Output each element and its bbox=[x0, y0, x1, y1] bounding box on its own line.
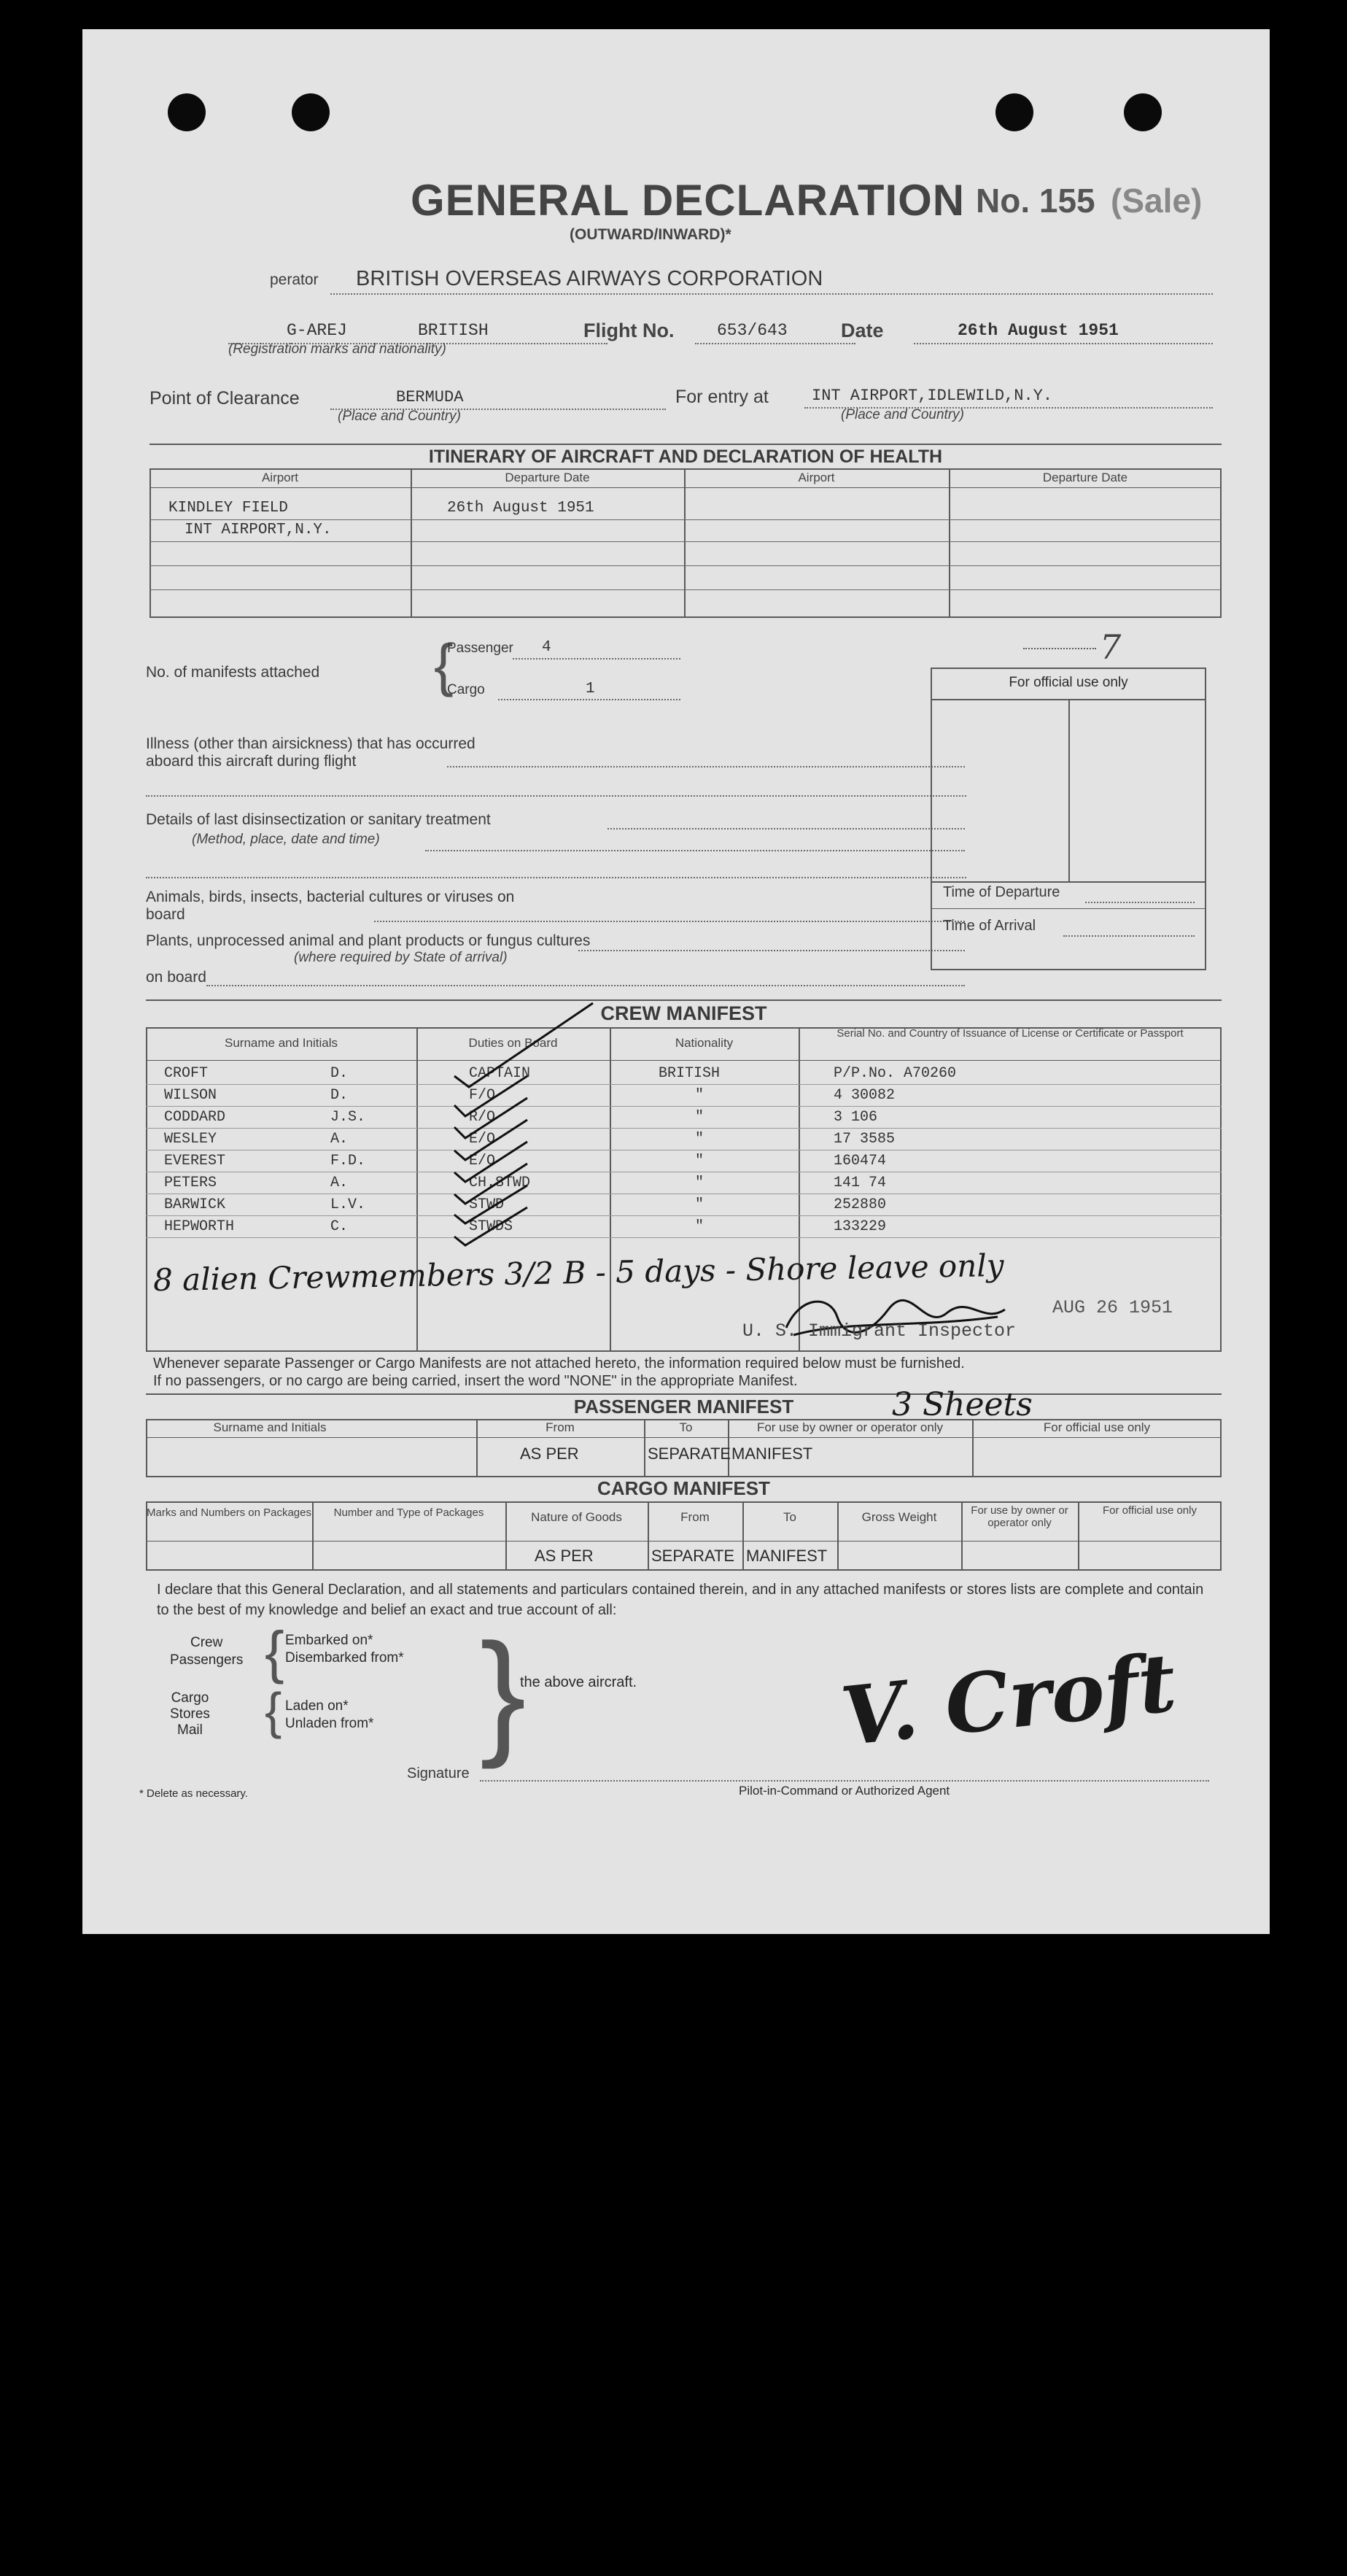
disinsect-label: Details of last disinsectization or sanitary treatment bbox=[146, 811, 491, 828]
itinerary-header: Airport bbox=[798, 471, 835, 484]
clearance-label: Point of Clearance bbox=[150, 388, 300, 409]
crew-nationality: " bbox=[695, 1218, 704, 1235]
crew-initials: C. bbox=[330, 1218, 349, 1235]
cargo-stores-mail-label: Cargo Stores Mail bbox=[170, 1690, 210, 1738]
crew-duty: E/O bbox=[469, 1153, 496, 1169]
cargo-manifest-title: CARGO MANIFEST bbox=[597, 1477, 770, 1499]
notice-line2: If no passengers, or no cargo are being carried, insert the word "NONE" in the appropriate Manifest. bbox=[153, 1373, 798, 1389]
passenger-row-cell: SEPARATE bbox=[648, 1444, 731, 1463]
flight-date: 26th August 1951 bbox=[958, 321, 1119, 340]
crew-nationality: " bbox=[695, 1196, 704, 1213]
crew-duty: STWDS bbox=[469, 1218, 513, 1235]
cargo-header: Number and Type of Packages bbox=[333, 1506, 484, 1519]
passenger-header: From bbox=[546, 1420, 575, 1434]
crew-duty: R/O bbox=[469, 1109, 496, 1126]
operator-label: perator bbox=[270, 271, 319, 288]
laden-on: Laden on* bbox=[285, 1698, 349, 1714]
crew-initials: D. bbox=[330, 1087, 349, 1104]
brace: { bbox=[265, 1682, 282, 1739]
brace: } bbox=[480, 1615, 527, 1770]
plants-tail: on board bbox=[146, 969, 206, 986]
handwritten-crew-note: 8 alien Crewmembers 3/2 B - 5 days - Shore leave only bbox=[152, 1247, 1004, 1299]
crew-surname: CODDARD bbox=[164, 1109, 226, 1126]
disinsect-caption: (Method, place, date and time) bbox=[192, 832, 380, 847]
crew-surname: WESLEY bbox=[164, 1131, 217, 1148]
crew-initials: L.V. bbox=[330, 1196, 366, 1213]
table-row bbox=[146, 1128, 1222, 1129]
crew-serial: P/P.No. A70260 bbox=[834, 1065, 957, 1082]
declaration-form bbox=[82, 29, 1270, 1934]
itinerary-header: Departure Date bbox=[1042, 471, 1128, 484]
crew-header: Duties on Board bbox=[468, 1036, 558, 1050]
punch-hole bbox=[292, 93, 330, 131]
crew-header: Serial No. and Country of Issuance of License or Certificate or Passport bbox=[836, 1027, 1184, 1040]
crew-serial: 160474 bbox=[834, 1153, 887, 1169]
official-use-title: For official use only bbox=[1009, 675, 1128, 690]
crew-duty: F/O bbox=[469, 1087, 496, 1104]
table-row bbox=[146, 1106, 1222, 1107]
cargo-header: Nature of Goods bbox=[531, 1510, 622, 1524]
cargo-manifest-label: Cargo bbox=[447, 682, 485, 697]
punch-hole bbox=[168, 93, 206, 131]
cargo-header: To bbox=[783, 1510, 796, 1524]
itinerary-airport: INT AIRPORT,N.Y. bbox=[185, 522, 332, 538]
operator-name: BRITISH OVERSEAS AIRWAYS CORPORATION bbox=[356, 267, 823, 290]
table-row bbox=[146, 1084, 1222, 1085]
form-number: No. 155 bbox=[976, 182, 1095, 220]
passenger-manifest-count: 4 bbox=[542, 639, 551, 656]
passenger-manifest-label: Passenger bbox=[447, 641, 513, 656]
animals-label: Animals, birds, insects, bacterial cultures or viruses on board bbox=[146, 889, 515, 923]
signature-label: Signature bbox=[407, 1765, 470, 1782]
itinerary-date: 26th August 1951 bbox=[447, 500, 594, 517]
itinerary-table bbox=[150, 468, 1222, 618]
plants-caption: (where required by State of arrival) bbox=[294, 950, 508, 965]
crew-nationality: " bbox=[695, 1153, 704, 1169]
cargo-header: From bbox=[680, 1510, 710, 1524]
passenger-header: For official use only bbox=[1043, 1420, 1151, 1434]
entry-caption: (Place and Country) bbox=[841, 407, 964, 422]
registration-marks: G-AREJ bbox=[287, 321, 347, 340]
crew-duty: CH.STWD bbox=[469, 1175, 531, 1191]
punch-hole bbox=[1124, 93, 1162, 131]
brace: { bbox=[434, 633, 454, 697]
itinerary-header: Airport bbox=[261, 471, 299, 484]
checkmark-strokes bbox=[374, 996, 615, 1266]
entry-label: For entry at bbox=[675, 387, 769, 407]
flight-label: Flight No. bbox=[583, 320, 675, 341]
crew-serial: 252880 bbox=[834, 1196, 887, 1213]
captain-signature: V. Croft bbox=[836, 1635, 1181, 1764]
point-of-clearance: BERMUDA bbox=[396, 388, 464, 406]
crew-surname: BARWICK bbox=[164, 1196, 226, 1213]
crew-duty: E/O bbox=[469, 1131, 496, 1148]
crew-serial: 17 3585 bbox=[834, 1131, 896, 1148]
registration-caption: (Registration marks and nationality) bbox=[228, 341, 446, 357]
notice-line1: Whenever separate Passenger or Cargo Manifests are not attached hereto, the information required below must be furnished. bbox=[153, 1355, 965, 1372]
crew-initials: J.S. bbox=[330, 1109, 366, 1126]
passenger-header: To bbox=[679, 1420, 693, 1434]
table-row bbox=[146, 1215, 1222, 1216]
crew-serial: 3 106 bbox=[834, 1109, 878, 1126]
passenger-header: Surname and Initials bbox=[213, 1420, 327, 1434]
crew-nationality: BRITISH bbox=[659, 1065, 721, 1082]
nationality: BRITISH bbox=[418, 321, 489, 340]
crew-header: Nationality bbox=[675, 1036, 734, 1050]
crew-duty: STWD bbox=[469, 1196, 505, 1213]
crew-header: Surname and Initials bbox=[225, 1036, 338, 1050]
cargo-header: Marks and Numbers on Packages bbox=[147, 1506, 311, 1519]
cargo-header: Gross Weight bbox=[861, 1510, 937, 1524]
immigrant-inspector: U. S. Immigrant Inspector bbox=[742, 1320, 1017, 1342]
crew-nationality: " bbox=[695, 1109, 704, 1126]
crew-surname: WILSON bbox=[164, 1087, 217, 1104]
entry-place: INT AIRPORT,IDLEWILD,N.Y. bbox=[812, 387, 1053, 405]
brace: { bbox=[265, 1620, 284, 1685]
manifests-label: No. of manifests attached bbox=[146, 664, 320, 681]
time-of-arrival: Time of Arrival bbox=[943, 918, 1036, 934]
crew-initials: A. bbox=[330, 1175, 349, 1191]
crew-initials: D. bbox=[330, 1065, 349, 1082]
form-subtitle: (OUTWARD/INWARD)* bbox=[570, 226, 731, 243]
crew-initials: A. bbox=[330, 1131, 349, 1148]
embarked-on: Embarked on* bbox=[285, 1633, 373, 1648]
punch-hole bbox=[995, 93, 1033, 131]
crew-nationality: " bbox=[695, 1175, 704, 1191]
itinerary-header: Departure Date bbox=[505, 471, 590, 484]
declaration-text: I declare that this General Declaration, and all statements and particulars contained therein, and in any attached manifests or stores lists are complete and contain to the best of my knowledge and belief an exact and true account of all: bbox=[157, 1582, 1204, 1618]
itinerary-title: ITINERARY OF AIRCRAFT AND DECLARATION OF HEALTH bbox=[428, 446, 943, 467]
form-title: GENERAL DECLARATION bbox=[411, 176, 966, 225]
clearance-caption: (Place and Country) bbox=[338, 409, 461, 424]
passenger-header: For use by owner or operator only bbox=[756, 1420, 944, 1434]
unladen-from: Unladen from* bbox=[285, 1716, 374, 1731]
official-count: 7 bbox=[1100, 627, 1122, 667]
flight-number: 653/643 bbox=[717, 321, 788, 340]
crew-nationality: " bbox=[695, 1131, 704, 1148]
passenger-row-cell: MANIFEST bbox=[731, 1444, 813, 1463]
immigration-stamp-date: AUG 26 1951 bbox=[1052, 1297, 1173, 1318]
crew-surname: HEPWORTH bbox=[164, 1218, 235, 1235]
passenger-manifest-title: PASSENGER MANIFEST bbox=[573, 1396, 794, 1417]
crew-initials: F.D. bbox=[330, 1153, 366, 1169]
crew-serial: 4 30082 bbox=[834, 1087, 896, 1104]
table-row bbox=[146, 1237, 1222, 1238]
footnote: * Delete as necessary. bbox=[139, 1787, 248, 1800]
crew-manifest-title: CREW MANIFEST bbox=[600, 1002, 767, 1024]
itinerary-airport: KINDLEY FIELD bbox=[168, 500, 288, 517]
crew-surname: PETERS bbox=[164, 1175, 217, 1191]
cargo-header: For use by owner or operator only bbox=[971, 1504, 1068, 1529]
date-label: Date bbox=[841, 320, 884, 341]
cargo-row-cell: SEPARATE bbox=[651, 1547, 735, 1565]
crew-duty: CAPTAIN bbox=[469, 1065, 531, 1082]
crew-nationality: " bbox=[695, 1087, 704, 1104]
time-of-departure: Time of Departure bbox=[943, 884, 1060, 900]
crew-surname: EVEREST bbox=[164, 1153, 226, 1169]
crew-passengers-label: Crew Passengers bbox=[170, 1635, 244, 1668]
passenger-row-cell: AS PER bbox=[520, 1444, 579, 1463]
cargo-header: For official use only bbox=[1103, 1504, 1197, 1517]
crew-serial: 141 74 bbox=[834, 1175, 887, 1191]
cargo-row-cell: AS PER bbox=[535, 1547, 594, 1565]
form-number-suffix: (Sale) bbox=[1111, 182, 1203, 220]
illness-label: Illness (other than airsickness) that has occurred aboard this aircraft during flight bbox=[146, 735, 475, 770]
crew-serial: 133229 bbox=[834, 1218, 887, 1235]
pilot-caption: Pilot-in-Command or Authorized Agent bbox=[739, 1784, 950, 1798]
disembarked-from: Disembarked from* bbox=[285, 1650, 404, 1666]
plants-label: Plants, unprocessed animal and plant products or fungus cultures bbox=[146, 932, 591, 949]
crew-surname: CROFT bbox=[164, 1065, 209, 1082]
cargo-manifest-count: 1 bbox=[586, 681, 595, 697]
cargo-row-cell: MANIFEST bbox=[746, 1547, 828, 1565]
handwritten-sheets: 3 Sheets bbox=[892, 1386, 1033, 1423]
above-aircraft: the above aircraft. bbox=[520, 1674, 637, 1690]
